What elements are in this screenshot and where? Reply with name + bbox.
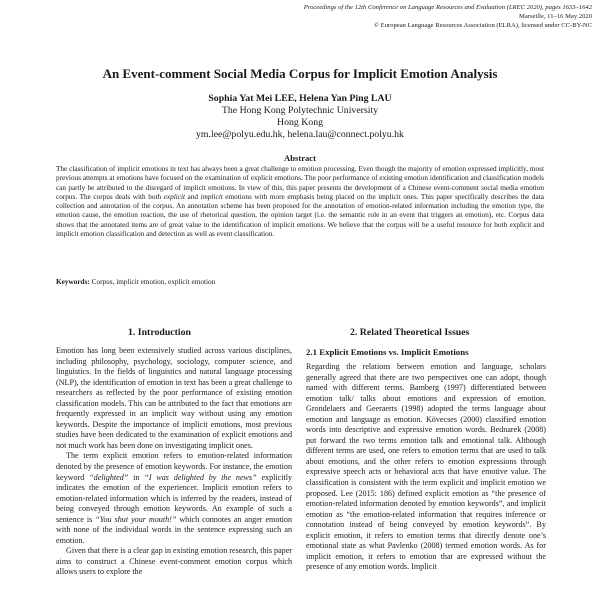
paper-title: An Event-comment Social Media Corpus for Implicit Emotion Analysis — [102, 66, 498, 81]
paragraph — [56, 451, 292, 546]
quoted-example: “You shut your mouth!” — [95, 514, 177, 524]
keywords-text: Corpus, implicit emotion, explicit emotion — [89, 278, 216, 286]
abstract-heading: Abstract — [284, 153, 316, 163]
text-run: which connotes an anger emotion with none of the individual words in the sentence expressing such an emotion. — [56, 514, 292, 545]
paragraph: Emotion has long been extensively studied across various disciplines, including philosophy, psychology, sociology, computer science, and linguistics. In the fields of linguistics and natural language processing (NLP), the identification of emotion in text has been a great challenge to researchers as reflected by the poor performance of existing emotion classification models. This can be attributed to the fact that emotions are frequently expressed in an implicit way without using any emotion keywords. Despite the importance of implicit emotions, most previous studies have been dedicated to the examination of explicit emotions and not much work has been done on investigating implicit ones. — [56, 346, 292, 450]
author-names: Sophia Yat Mei LEE, Helena Yan Ping LAU — [208, 93, 392, 104]
section-heading-introduction: 1. Introduction — [128, 327, 191, 338]
text-run: explicitly indicates the emotion of the experiencer. Implicit emotion refers to emotion-related information which is inferred by the readers, instead of being conveyed through emotion keywords. An example of such a sentence is — [56, 472, 293, 524]
abstract-emphasis: implicit — [200, 192, 223, 201]
author-emails: ym.lee@polyu.edu.hk, helena.lau@connect.polyu.hk — [196, 129, 404, 140]
abstract-part: and — [184, 192, 201, 201]
abstract-emphasis: explicit — [163, 192, 185, 201]
location: Hong Kong — [277, 117, 323, 128]
abstract-part: emotions with more emphasis being placed on the implicit ones. This paper specifically describes the data collection and annotation of the corpus. An annotation scheme has been proposed for the annotation of emotion-related information including the emotion type, the emotion cause, the emotion reaction, the use of rhetorical question, the opinion target (i.e. the semantic role in an event that triggers an emotion), etc. Corpus data shows that the annotated items are of great value to the identification of implicit emotions. We believe that the corpus will be a useful resource for both explicit and implicit emotion classification and detection as well as event classification. — [56, 192, 544, 239]
keywords-label: Keywords: — [56, 278, 90, 286]
related-column — [306, 362, 546, 573]
section-heading-related: 2. Related Theoretical Issues — [350, 327, 470, 338]
text-run: in — [128, 472, 145, 482]
abstract-part: The classification of implicit emotions in text has always been a great challenge to emotion processing. Even though the majority of emotion expressed implicitly, most previous attempts at emotions have focused on the examination of explicit emotions. The poor performance of existing emotion identification and classification models can partly be attributed to the disregard of implicit emotions. In view of this, this paper presents the development of a Chinese event-comment social media emotion corpus. The corpus deals with both — [56, 165, 544, 201]
quoted-example: “I was delighted by the news” — [144, 472, 257, 482]
venue-line: Marseille, 11–16 May 2020 — [518, 13, 592, 20]
license-line: © European Language Resources Association (ELRA), licensed under CC-BY-NC — [374, 22, 592, 29]
introduction-column — [56, 346, 292, 578]
subsection-heading-explicit-implicit: 2.1 Explicit Emotions vs. Implicit Emotions — [306, 347, 469, 357]
quoted-example: “delighted” — [89, 472, 129, 482]
abstract-text — [56, 165, 544, 239]
author-block — [0, 93, 600, 141]
proceedings-header — [262, 3, 592, 30]
keywords — [56, 278, 544, 286]
text-run: The term explicit emotion refers to emotion-related information denoted by the presence of emotion keywords. For instance, the emotion keyword — [56, 451, 292, 482]
proceedings-line: Proceedings of the 12th Conference on Language Resources and Evaluation (LREC 2020), pages 1633–1642 — [303, 4, 592, 11]
affiliation: The Hong Kong Polytechnic University — [221, 105, 379, 116]
paragraph: Given that there is a clear gap in existing emotion research, this paper aims to construct a Chinese event-comment emotion corpus which allows users to explore the — [56, 546, 292, 577]
paragraph: Regarding the relations between emotion and language, scholars generally agreed that there are two perspectives one can adopt, though named with different terms. Bamberg (1997) differentiated between emotion talk/ talks about emotions and expression of emotion. Grondelaers and Geeraerts (1998) adopted the terms language about emotion and language as emotion. Kövecses (2000) classified emotion words into descriptive and expressive emotion words. Bednarek (2008) put forward the two terms emotion talk and emotional talk. Although different terms are used, one refers to emotion terms that are used to talk about emotions, and the other refers to emotion expressions through expressive speech acts or behavioral acts that have emotive value. The classification is consistent with the term explicit and implicit emotion we proposed. Lee (2015: 186) defined explicit emotion as “the presence of emotion-related information denoted by emotion keywords”, and implicit emotion as “the emotion-related information that requires inference or connotation instead of being conveyed by emotion keywords”. By explicit emotion, it refers to emotion terms that directly denote one’s emotional state as what Pavlenko (2008) termed emotion words. As for implicit emotion, it refers to emotion that are expressed without the presence of any emotion words. Implicit — [306, 362, 546, 572]
